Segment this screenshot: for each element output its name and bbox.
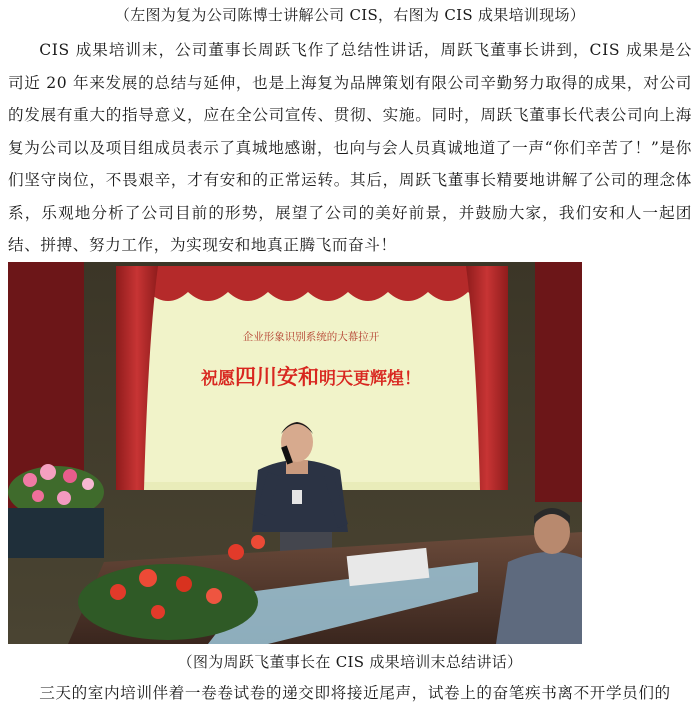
flower-arrangement-left (8, 464, 104, 558)
slide-title-post: 明天更辉煌！ (319, 369, 421, 389)
top-photo-caption: （左图为复为公司陈博士讲解公司 CIS，右图为 CIS 成果培训现场） (114, 6, 586, 24)
bottom-photo-caption: （图为周跃飞董事长在 CIS 成果培训末总结讲话） (177, 653, 523, 671)
slide-title-highlight: 四川安和 (235, 365, 319, 389)
speech-photo (8, 262, 582, 644)
slide-subtitle: 企业形象识别系统的大幕拉开 (242, 331, 380, 343)
body-paragraph: CIS 成果培训末，公司董事长周跃飞作了总结性讲话，周跃飞董事长讲到，CIS 成果是公司近 20 年来发展的总结与延伸，也是上海复为品牌策划有限公司辛勤努力取得的成果，对公司的发展有重大的指导意义，应在全公司宣传、贯彻、实施。同时，周跃飞董事长代表公司向上海复为公司以及项目组成员表示了真城地感谢，也向与会人员真诚地道了一声“你们辛苦了！”是你们坚守岗位，不畏艰辛，才有安和的正常运转。其后，周跃飞董事长精要地讲解了公司的理念体系，乐观地分析了公司目前的形势，展望了公司的美好前景，并鼓励大家，我们安和人一起团结、拼搏、努力工作，为实现安和地真正腾飞而奋斗！ (8, 41, 692, 254)
slide-title-pre: 祝愿 (201, 369, 235, 389)
slide-title (201, 365, 421, 389)
projection-screen (116, 266, 508, 490)
speech-photo-illustration (8, 262, 582, 644)
right-wall-curtain (535, 262, 582, 502)
body-paragraph-continued: 三天的室内培训伴着一卷卷试卷的递交即将接近尾声，试卷上的奋笔疾书离不开学员们的 (39, 684, 671, 702)
